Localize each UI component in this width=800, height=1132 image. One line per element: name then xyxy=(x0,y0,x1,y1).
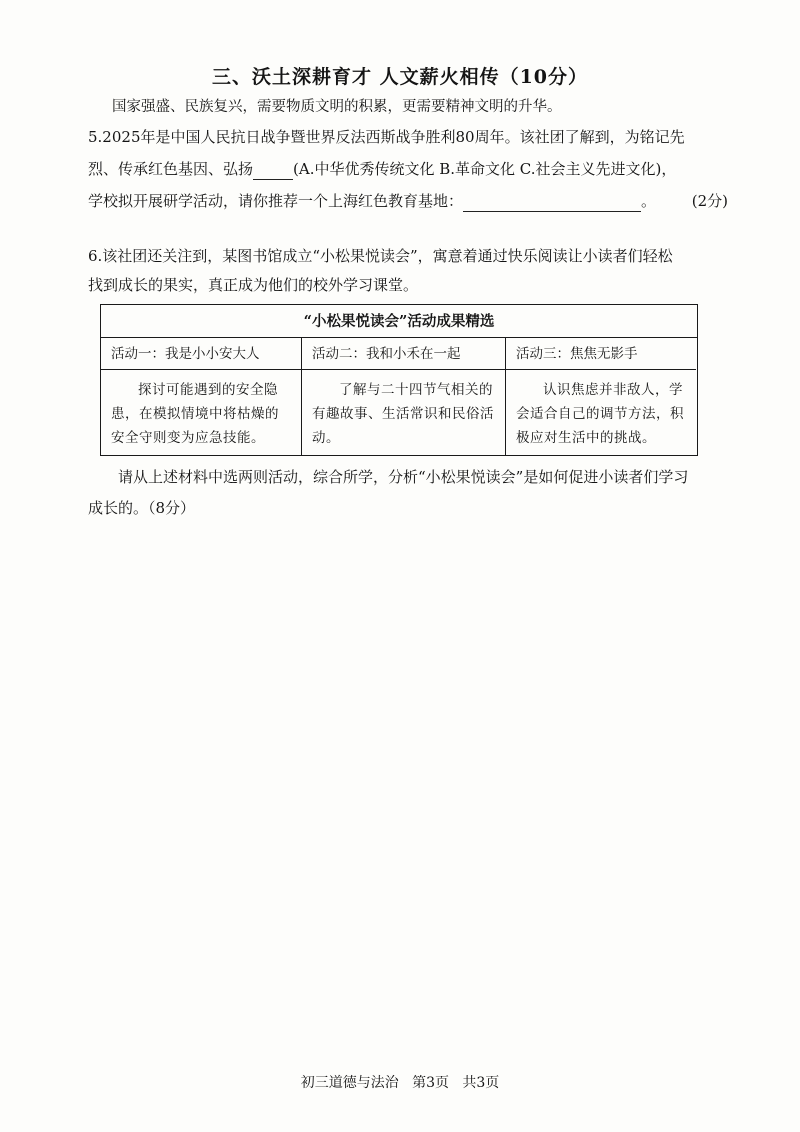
question-5-line-3-post: 。 xyxy=(641,192,657,210)
table-column-body: 探讨可能遇到的安全隐患，在模拟情境中将枯燥的安全守则变为应急技能。 xyxy=(111,382,279,446)
question-6-prompt-line-2: 成长的。（8分） xyxy=(88,499,196,517)
question-5-line-1: 5.2025年是中国人民抗日战争暨世界反法西斯战争胜利80周年。该社团了解到，为铭记先 xyxy=(88,128,685,146)
question-6-line-2: 找到成长的果实，真正成为他们的校外学习课堂。 xyxy=(88,276,419,294)
section-title: 三、沃土深耕育才 人文薪火相传（10分） xyxy=(211,66,589,88)
section-intro: 国家强盛、民族复兴，需要物质文明的积累，更需要精神文明的升华。 xyxy=(112,99,562,115)
page-footer: 初三道德与法治 第3页 共3页 xyxy=(300,1075,500,1091)
question-5-line-3 xyxy=(88,190,728,212)
table-column-head: 活动一：我是小小安大人 xyxy=(101,338,301,370)
question-6-line-1: 6.该社团还关注到，某图书馆成立“小松果悦读会”，寓意着通过快乐阅读让小读者们轻松 xyxy=(88,247,673,265)
question-5-score: (2分) xyxy=(691,192,728,210)
question-6-prompt-line-1: 请从上述材料中选两则活动，综合所学，分析“小松果悦读会”是如何促进小读者们学习 xyxy=(118,468,689,486)
answer-blank-heritage[interactable] xyxy=(253,163,293,180)
question-5-line-2 xyxy=(88,158,728,180)
table-column-body: 了解与二十四节气相关的有趣故事、生活常识和民俗活动。 xyxy=(312,382,494,446)
table-column-head: 活动二：我和小禾在一起 xyxy=(302,338,505,370)
question-5-line-2-pre: 烈、传承红色基因、弘扬 xyxy=(88,160,254,178)
question-5-line-3-pre: 学校拟开展研学活动，请你推荐一个上海红色教育基地： xyxy=(88,192,464,210)
activity-table xyxy=(100,304,698,456)
table-column-activity-1 xyxy=(101,338,302,455)
table-column-body: 认识焦虑并非敌人，学会适合自己的调节方法，积极应对生活中的挑战。 xyxy=(516,382,684,446)
table-column-activity-3 xyxy=(506,338,696,455)
table-column-activity-2 xyxy=(302,338,506,455)
answer-blank-red-base[interactable] xyxy=(463,195,641,212)
table-column-head: 活动三：焦焦无影手 xyxy=(506,338,696,370)
question-5-options: (A.中华优秀传统文化 B.革命文化 C.社会主义先进文化)， xyxy=(293,160,677,178)
table-title: “小松果悦读会”活动成果精选 xyxy=(101,305,697,338)
